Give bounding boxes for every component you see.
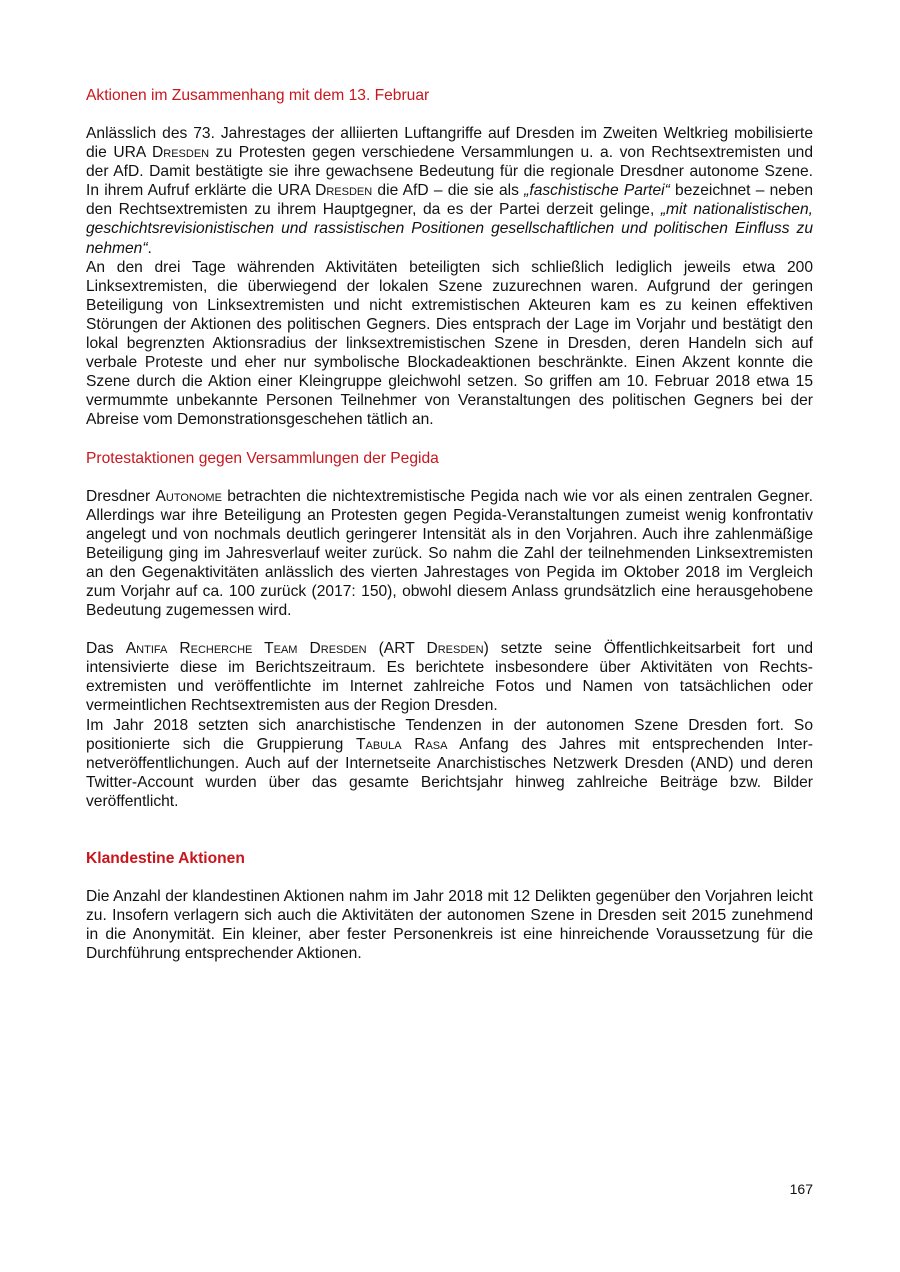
paragraph-klandestine: Die Anzahl der klandestinen Aktionen nahm im Jahr 2018 mit 12 Delikten gegenüber den Vorjahren leicht zu. Insofern verlagern sich auch die Aktivitäten der autonomen Szene in Dresden seit 2015 zunehmend in die Anonymität. Ein kleiner, aber fester Personenkreis ist eine hinreichende Voraussetzung für die Durchführung entsprechender Aktionen. <box>86 888 813 963</box>
text-run: Das <box>86 640 126 658</box>
paragraph-anarchistische-tendenzen <box>86 716 813 811</box>
text-run: . <box>147 239 152 257</box>
section-heading-13-februar: Aktionen im Zusammenhang mit dem 13. Februar <box>86 87 430 104</box>
text-run: Anfang des Jahres mit entsprechenden Internetveröffentlichungen. Auch auf der Internetseite Anarchistisches Netzwerk Dresden (AND) und deren Twitter-Account wurden über das gesamte Berichtsjahr hinweg zahlreiche Beiträge bzw. Bilder veröffentlicht. <box>86 735 813 810</box>
section-heading-pegida: Protestaktionen gegen Versammlungen der Pegida <box>86 449 439 467</box>
text-run: Im Jahr 2018 setzten sich anarchistische Tendenzen in der autonomen Szene Dresden fort. So positionierte sich die Gruppierung <box>86 716 813 753</box>
text-run: ) setzte seine Öffentlichkeitsarbeit fort und intensivierte diese im Berichtszeitraum. Es berichtete insbesondere über Aktivitäten von Rechtsextremisten und veröffentlichte im Internet zahlreiche Fotos und Namen von tatsächlichen oder vermeintlichen Rechtsextremisten aus der Region Dresden. <box>86 640 813 715</box>
page-number: 167 <box>789 1181 813 1197</box>
org-name-ura-dresden: URA Dresden <box>113 144 210 162</box>
quote-italic: „faschistische Partei“ <box>524 182 670 200</box>
text-run: bezeichnet – neben den Rechtsextremisten zu ihrem Hauptgegner, da es der Partei derzeit gelinge, <box>86 182 813 219</box>
org-name-autonome: Autonome <box>155 487 222 505</box>
text-run: Anlässlich des 73. Jahrestages der alliierten Luftangriffe auf Dresden im Zweiten Weltkrieg mobilisierte die <box>86 125 813 162</box>
org-name-dresden: Dresden <box>426 640 484 658</box>
document-page <box>86 86 813 963</box>
paragraph-aktivitaeten: An den drei Tage währenden Aktivitäten beteiligten sich schließlich lediglich jeweils etwa 200 Linksextremisten, die überwiegend der lokalen Szene zuzurechnen waren. Aufgrund der geringen Beteiligung von Linksextremisten und nicht extremistischen Akteuren kam es zu keinen effektiven Störungen der Aktionen des politischen Gegners. Dies entsprach der Lage im Vorjahr und bestätigt den lokal begrenzten Aktionsradius der linksextremistischen Szene in Dresden, deren Handeln sich auf verbale Proteste und eher nur symbolische Blockadeaktionen beschränkte. Einen Akzent konnte die Szene durch die Aktion einer Kleingruppe gleichwohl setzen. So griffen am 10. Februar 2018 etwa 15 vermummte unbekannte Personen Teilnehmer von Veranstaltungen des politischen Gegners bei der Abreise vom Demonstrationsgeschehen tätlich an. <box>86 258 813 429</box>
org-name-ura-dresden: URA Dresden <box>277 182 373 200</box>
paragraph-ura-dresden <box>86 124 813 258</box>
quote-italic: „mit nationalistischen, geschichtsrevisionistischen und rassistischen Positionen gesellschaftlichen und politischen Einfluss zu nehmen“ <box>86 201 813 257</box>
org-name-antifa-recherche-team: Antifa Recherche Team Dresden <box>125 640 367 658</box>
text-run: betrachten die nichtextremistische Pegida nach wie vor als einen zentralen Gegner. Allerdings war ihre Beteiligung an Protesten gegen Pegida-Veranstaltungen zumeist wenig konfrontativ angelegt und von nochmals deutlich geringerer Intensität als in den Vorjahren. Auch ihre zahlenmäßige Beteiligung ging im Jahresverlauf weiter zurück. So nahm die Zahl der teilnehmenden Linksextremisten an den Gegenaktivitäten anlässlich des vierten Jahrestages von Pegida im Oktober 2018 im Vergleich zum Vorjahr auf ca. 100 zurück (2017: 150), obwohl diesem Anlass grundsätzlich eine herausgehobene Bedeutung zugemessen wird. <box>86 487 813 620</box>
text-run: Dresdner <box>86 487 156 505</box>
org-name-tabula-rasa: Tabula Rasa <box>355 735 448 753</box>
paragraph-art-dresden <box>86 639 813 715</box>
text-run: die AfD – die sie als <box>372 182 525 200</box>
section-heading-klandestine-aktionen: Klandestine Aktionen <box>86 850 245 867</box>
text-run: zu Protesten gegen verschiedene Versammlungen u. a. von Rechtsextremisten und der AfD. Damit bestätigte sie ihre gewachsene Bedeutung für die regionale Dresdner autonome Szene. In ihrem Aufruf erklärte die <box>86 144 813 200</box>
text-run: (ART <box>366 640 427 658</box>
paragraph-autonome-pegida <box>86 487 813 621</box>
